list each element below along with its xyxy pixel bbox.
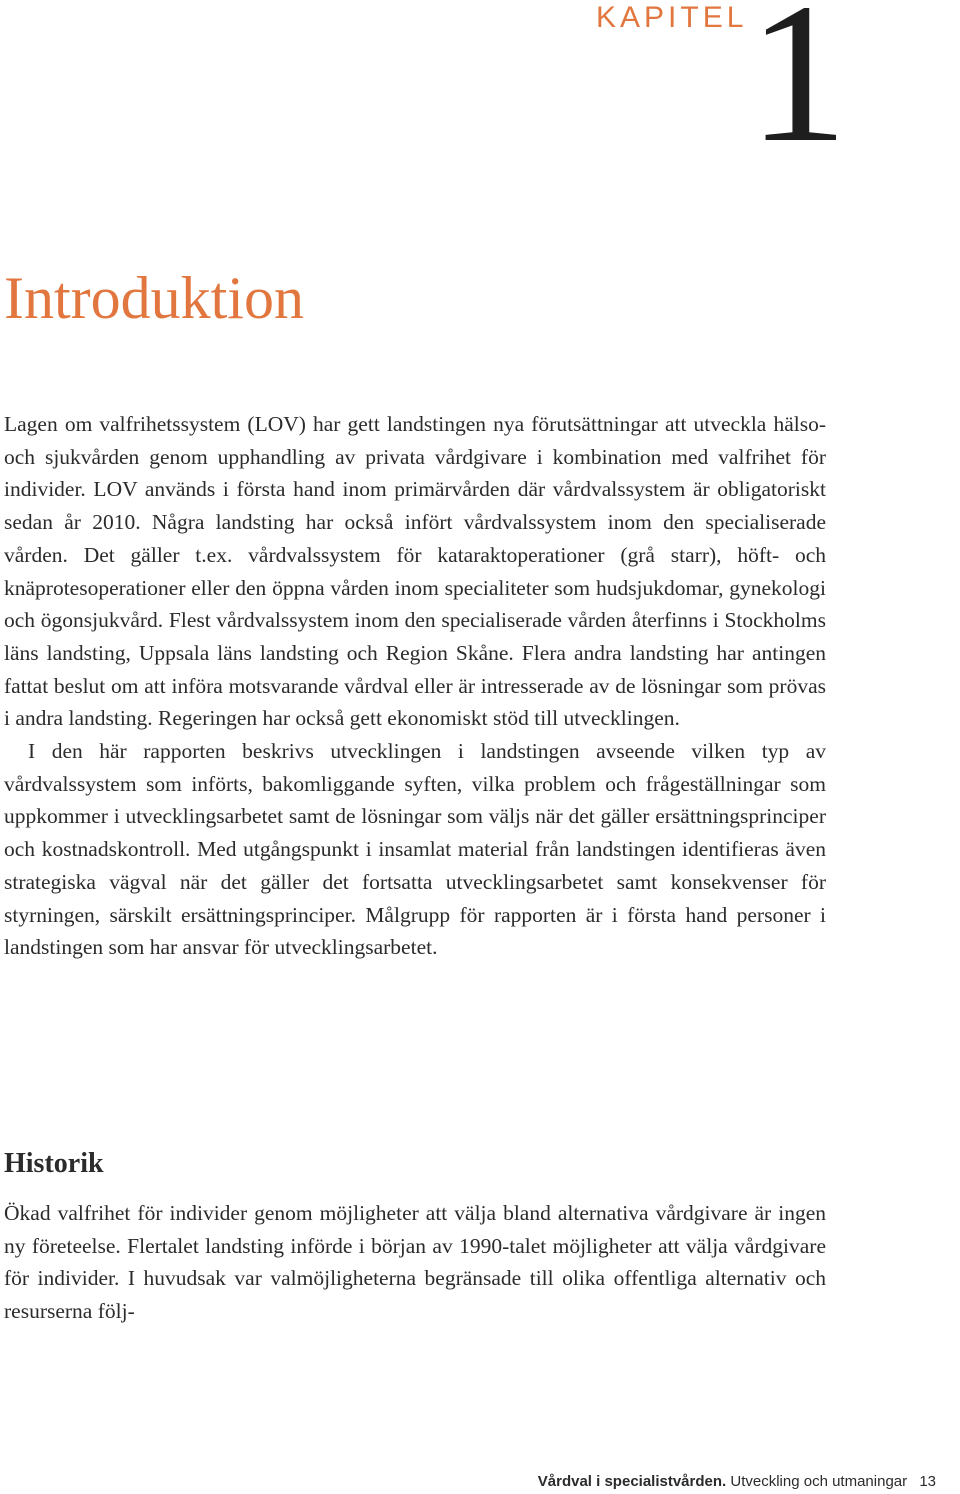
historik-section xyxy=(4,1197,826,1328)
page-footer xyxy=(538,1473,936,1490)
intro-paragraph-2: I den här rapporten beskrivs utvecklingen i landstingen avseende vilken typ av vårdvalssystem som införts, bakomliggande syften, vilka problem och frågeställningar som uppkommer i utvecklingsarbetet samt de lösningar som väljs när det gäller ersättningsprinciper och kostnadskontroll. Med utgångspunkt i insamlat material från landstingen identifieras även strategiska vägval när det gäller det fortsatta utvecklingsarbetet samt konsekvenser för styrningen, särskilt ersättningsprinciper. Målgrupp för rapporten är i första hand personer i landstingen som har ansvar för utvecklingsarbetet. xyxy=(4,739,826,960)
footer-report-title: Vårdval i specialistvården. xyxy=(537,1473,727,1490)
section-heading-historik: Historik xyxy=(4,1148,104,1179)
chapter-label: KAPITEL xyxy=(596,1,748,34)
page-title: Introduktion xyxy=(4,265,304,331)
footer-subtitle: Utveckling och utmaningar xyxy=(730,1473,908,1490)
page-number: 13 xyxy=(919,1473,936,1490)
chapter-number: 1 xyxy=(748,0,848,184)
intro-section xyxy=(4,408,826,964)
historik-paragraph-1: Ökad valfrihet för individer genom möjligheter att välja bland alternativa vårdgivare är ingen ny företeelse. Flertalet landsting införde i början av 1990-talet möjligheter att välja vårdgivare för individer. I huvudsak var valmöjligheterna begränsade till olika offentliga alternativ och resurserna följ- xyxy=(4,1201,826,1324)
intro-paragraph-1: Lagen om valfrihetssystem (LOV) har gett landstingen nya förutsättningar att utveckla hälso- och sjukvården genom upphandling av privata vårdgivare i kombination med valfrihet för individer. LOV används i första hand inom primärvården där vårdvalssystem är obligatoriskt sedan år 2010. Några landsting har också infört vårdvalssystem inom den specialiserade vården. Det gäller t.ex. vårdvalssystem för kataraktoperationer (grå starr), höft- och knäprotesoperationer eller den öppna vården inom specialiteter som hudsjukdomar, gynekologi och ögonsjukvård. Flest vårdvalssystem inom den specialiserade vården återfinns i Stockholms läns landsting, Uppsala läns landsting och Region Skåne. Flera andra landsting har antingen fattat beslut om att införa motsvarande vårdval eller är intresserade av de lösningar som prövas i andra landsting. Regeringen har också gett ekonomiskt stöd till utvecklingen. xyxy=(4,412,826,731)
